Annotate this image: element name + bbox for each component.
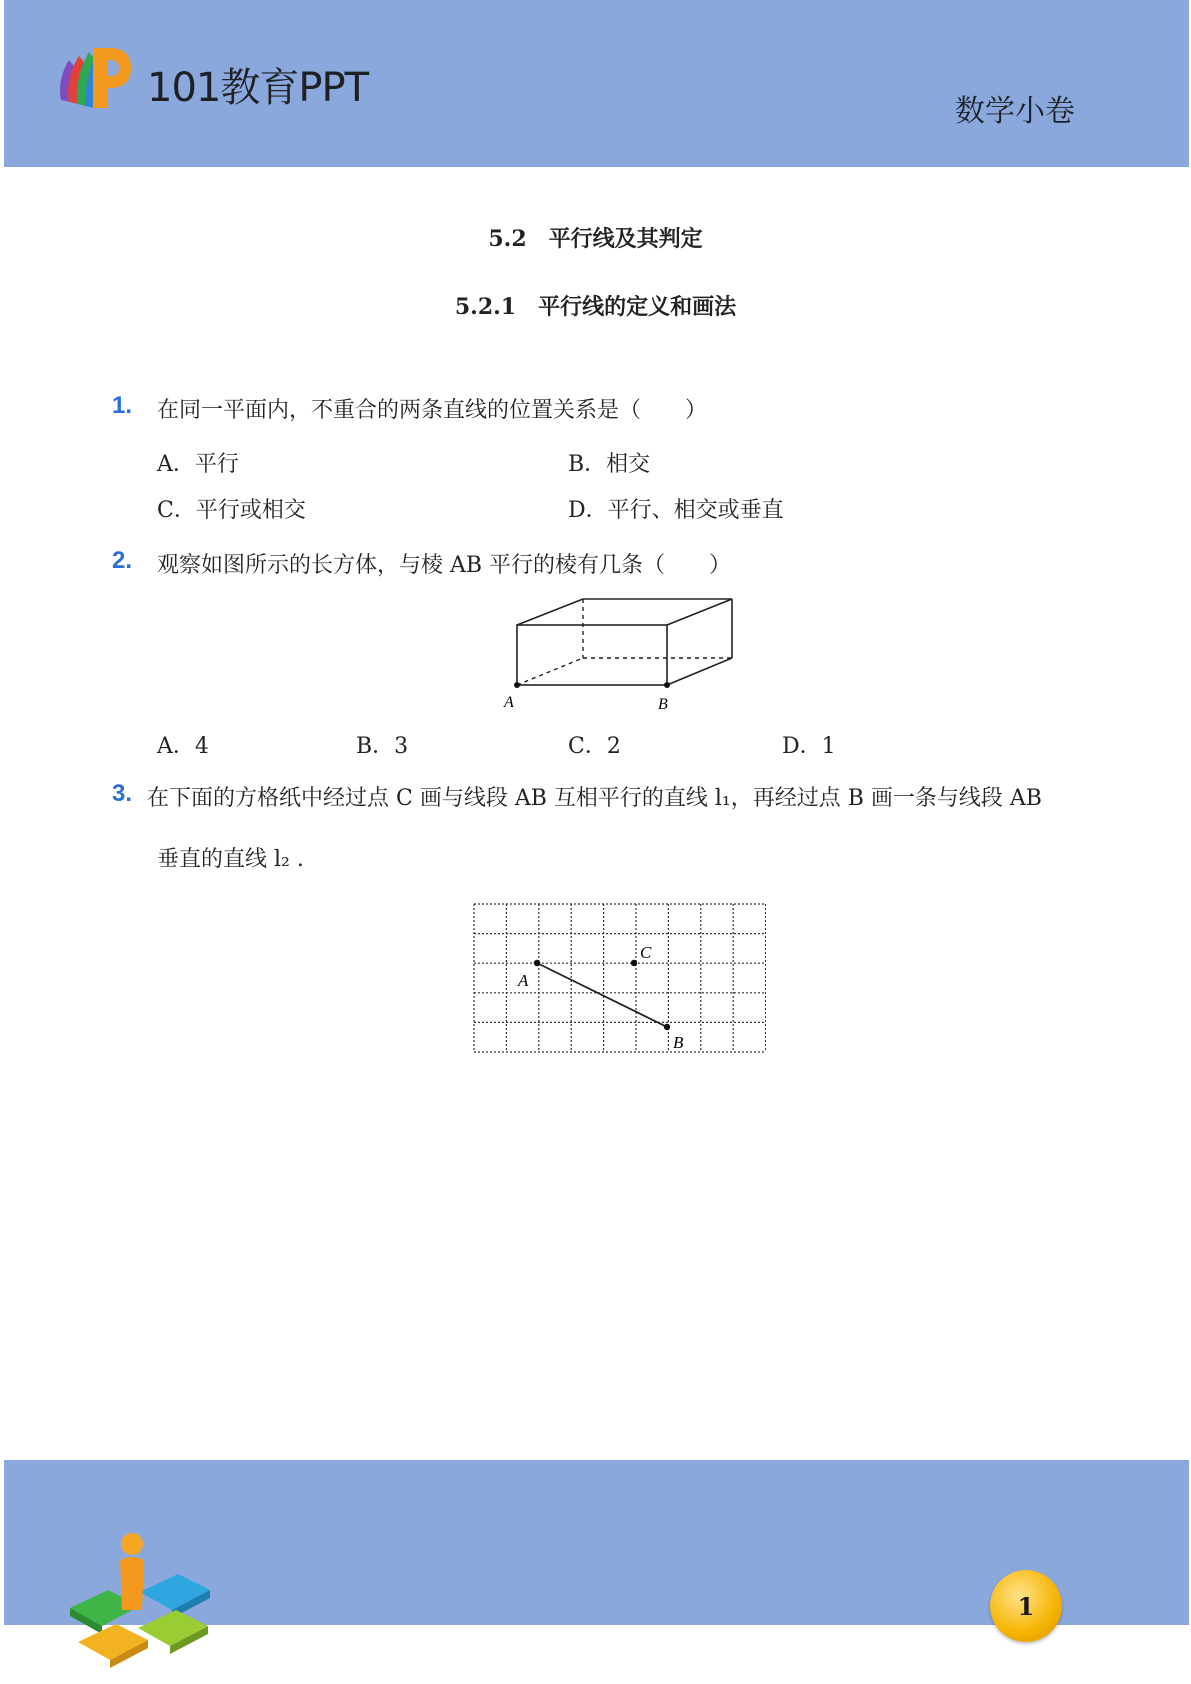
question-1-option-c: C．平行或相交 xyxy=(157,498,306,523)
question-2-number: 2. xyxy=(112,547,133,574)
question-1-text: 在同一平面内，不重合的两条直线的位置关系是（ ） xyxy=(157,398,708,423)
question-2-option-a: A．4 xyxy=(157,734,209,759)
question-1-option-a: A．平行 xyxy=(157,452,239,477)
grid-label-c: C xyxy=(640,943,652,962)
question-1-option-d: D．平行、相交或垂直 xyxy=(568,498,784,523)
grid-label-a: A xyxy=(518,971,529,990)
grid-label-b: B xyxy=(673,1033,684,1052)
question-2-text: 观察如图所示的长方体，与棱 AB 平行的棱有几条（ ） xyxy=(157,553,732,578)
cuboid-label-a: A xyxy=(504,694,514,711)
section-subtitle: 5.2.1 平行线的定义和画法 xyxy=(454,294,737,320)
page-number-badge: 1 xyxy=(990,1570,1062,1642)
section-title: 5.2 平行线及其判定 xyxy=(488,226,703,252)
cuboid-figure xyxy=(500,590,740,715)
question-2-option-d: D．1 xyxy=(782,734,836,759)
footer-blocks-icon xyxy=(60,1530,220,1670)
question-3-text-line1: 在下面的方格纸中经过点 C 画与线段 AB 互相平行的直线 l₁，再经过点 B 画一条与线段 AB xyxy=(147,786,1042,811)
grid-figure xyxy=(470,900,766,1068)
header-label: 数学小卷 xyxy=(955,94,1075,129)
brand-name: 101教育PPT xyxy=(147,65,369,111)
cuboid-label-b: B xyxy=(658,696,668,713)
question-1-option-b: B．相交 xyxy=(568,452,651,477)
question-2-option-b: B．3 xyxy=(356,734,409,759)
question-1-number: 1. xyxy=(112,392,133,419)
question-3-text-line2: 垂直的直线 l₂ . xyxy=(157,847,304,872)
question-3-number: 3. xyxy=(112,780,133,807)
question-2-option-c: C．2 xyxy=(568,734,621,759)
brand-logo-icon xyxy=(55,40,135,115)
